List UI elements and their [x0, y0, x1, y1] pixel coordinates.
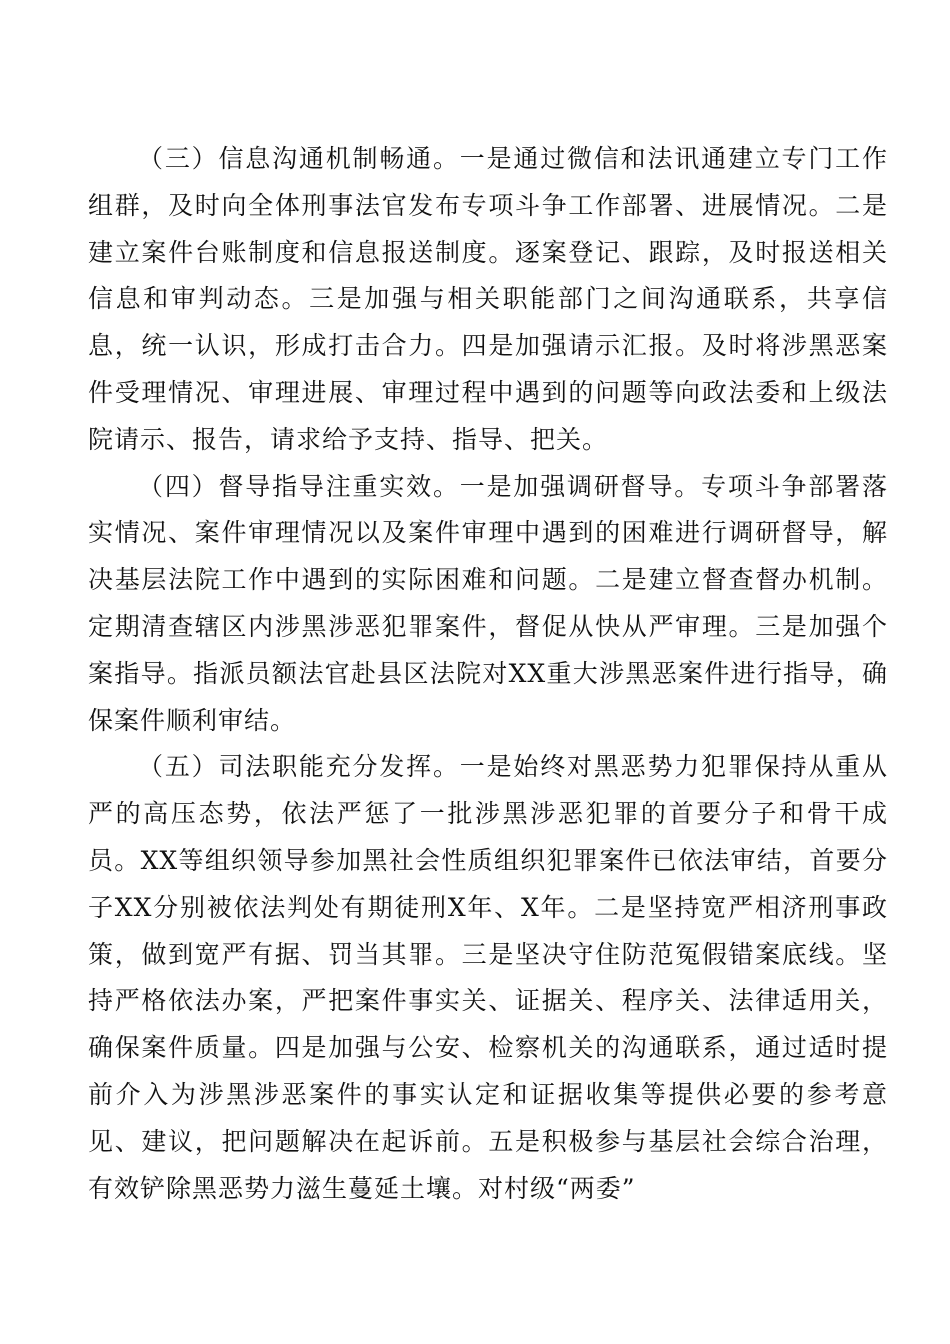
paragraph-section-five: （五）司法职能充分发挥。一是始终对黑恶势力犯罪保持从重从严的高压态势，依法严惩了一批涉黑涉恶犯罪的首要分子和骨干成员。XX等组织领导参加黑社会性质组织犯罪案件已依法审结，首要分子XX分别被依法判处有期徒刑X年、X年。二是坚持宽严相济刑事政策，做到宽严有据、罚当其罪。三是坚决守住防范冤假错案底线。坚持严格依法办案，严把案件事实关、证据关、程序关、法律适用关，确保案件质量。四是加强与公安、检察机关的沟通联系，通过适时提前介入为涉黑涉恶案件的事实认定和证据收集等提供必要的参考意见、建议，把问题解决在起诉前。五是积极参与基层社会综合治理，有效铲除黑恶势力滋生蔓延土壤。对村级“两委”	[88, 752, 888, 1203]
paragraph-section-three: （三）信息沟通机制畅通。一是通过微信和法讯通建立专门工作组群，及时向全体刑事法官发布专项斗争工作部署、进展情况。二是建立案件台账制度和信息报送制度。逐案登记、跟踪，及时报送相关信息和审判动态。三是加强与相关职能部门之间沟通联系，共享信息，统一认识，形成打击合力。四是加强请示汇报。及时将涉黑恶案件受理情况、审理进展、审理过程中遇到的问题等向政法委和上级法院请示、报告，请求给予支持、指导、把关。	[88, 144, 888, 454]
document-body	[88, 136, 888, 1212]
paragraph-section-four: （四）督导指导注重实效。一是加强调研督导。专项斗争部署落实情况、案件审理情况以及案件审理中遇到的困难进行调研督导，解决基层法院工作中遇到的实际困难和问题。二是建立督查督办机制。定期清查辖区内涉黑涉恶犯罪案件，督促从快从严审理。三是加强个案指导。指派员额法官赴县区法院对XX重大涉黑恶案件进行指导，确保案件顺利审结。	[88, 471, 888, 735]
